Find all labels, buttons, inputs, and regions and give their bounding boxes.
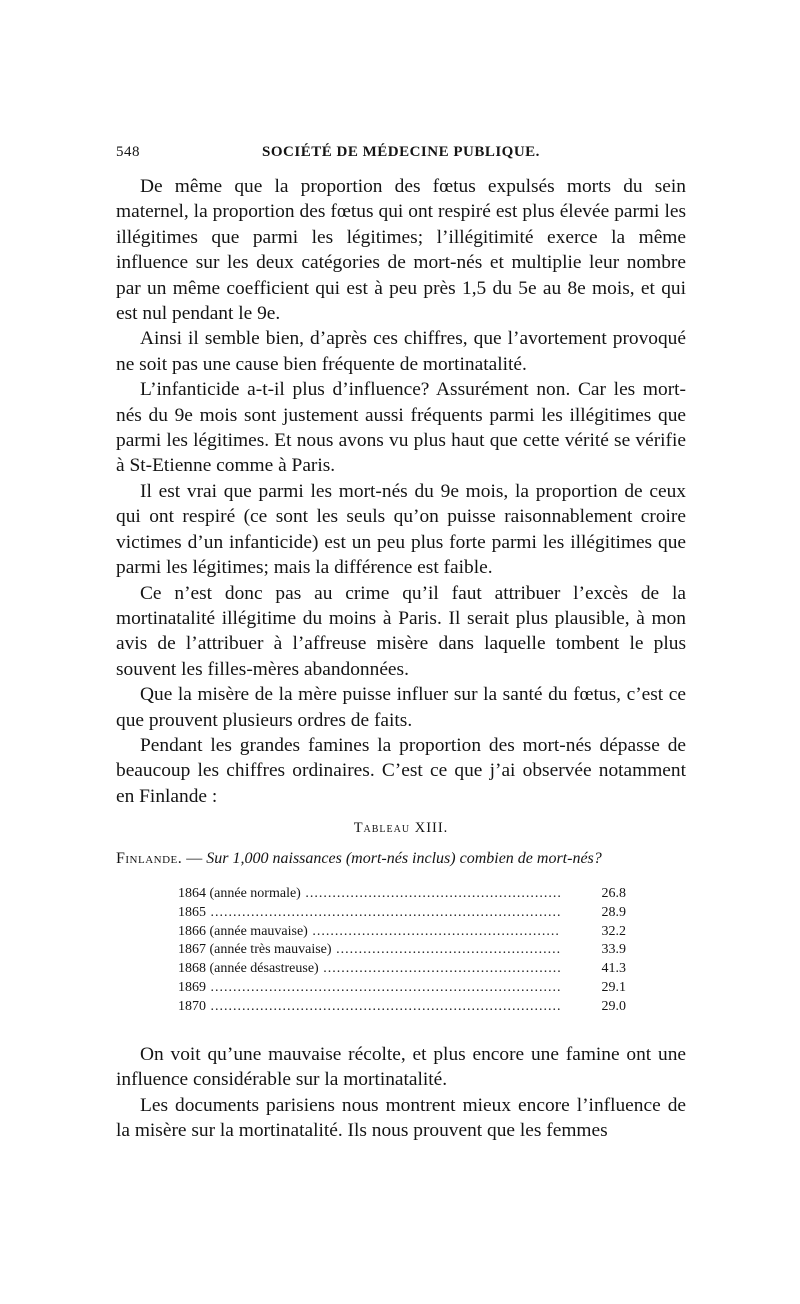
paragraph: Que la misère de la mère puisse influer sur la santé du fœtus, c’est ce que prouvent plusieurs ordres de faits. bbox=[116, 684, 686, 731]
row-label: 1864 (année normale) ..... bbox=[178, 886, 560, 902]
table-row bbox=[178, 961, 626, 980]
table-row bbox=[178, 886, 626, 905]
row-label: 1865 ..... bbox=[178, 905, 560, 921]
row-label: 1870 ..... bbox=[178, 999, 560, 1015]
row-value: 29.1 bbox=[601, 979, 626, 995]
page-number: 548 bbox=[116, 144, 140, 160]
running-header bbox=[116, 144, 686, 170]
paragraph: Ainsi il semble bien, d’après ces chiffres, que l’avortement provoqué ne soit pas une cause bien fréquente de mortinatalité. bbox=[116, 328, 686, 375]
table-row bbox=[178, 980, 626, 999]
running-title: SOCIÉTÉ DE MÉDECINE PUBLIQUE. bbox=[262, 144, 540, 160]
row-label: 1867 (année très mauvaise) ..... bbox=[178, 942, 560, 958]
table-row bbox=[178, 999, 626, 1018]
paragraph: Pendant les grandes famines la proportion des mort-nés dépasse de beaucoup les chiffres ordinaires. C’est ce que j’ai observée notamment en Finlande : bbox=[116, 734, 686, 807]
paragraph: L’infanticide a-t-il plus d’influence? Assurément non. Car les mort-nés du 9e mois sont justement aussi fréquents parmi les illégitimes que parmi les légitimes. Et nous avons vu plus haut que cette vérité se vérifie à St-Etienne comme à Paris. bbox=[116, 379, 686, 477]
paragraph: De même que la proportion des fœtus expulsés morts du sein maternel, la proportion des fœtus qui ont respiré est plus élevée parmi les illégitimes que parmi les légitimes; l’illégitimité exerce la même influence sur les deux catégories de mort-nés et multiplie leur nombre par un même coefficient qui est à peu près 1,5 du 5e au 8e mois, et qui est nul pendant le 9e. bbox=[116, 176, 686, 325]
row-label: 1869 ..... bbox=[178, 980, 560, 996]
row-value: 41.3 bbox=[601, 961, 626, 977]
table-caption-text: Sur 1,000 naissances (mort-nés inclus) combien de mort-nés? bbox=[206, 850, 602, 867]
paragraph: Les documents parisiens nous montrent mieux encore l’influence de la misère sur la mortinatalité. Ils nous prouvent que les femmes bbox=[116, 1094, 686, 1142]
table-caption bbox=[116, 850, 686, 868]
body-text-bottom bbox=[116, 1042, 686, 1144]
table-row bbox=[178, 924, 626, 943]
paragraph: Ce n’est donc pas au crime qu’il faut attribuer l’excès de la mortinatalité illégitime du moins à Paris. Il serait plus plausible, à mon avis de l’attribuer à l’affreuse misère dans laquelle tombent le plus souvent les filles-mères abandonnées. bbox=[116, 582, 686, 680]
body-text-top bbox=[116, 174, 686, 809]
table-title: Tableau XIII. bbox=[353, 820, 449, 836]
paragraph: On voit qu’une mauvaise récolte, et plus encore une famine ont une influence considérable sur la mortinatalité. bbox=[116, 1044, 686, 1091]
row-value: 33.9 bbox=[601, 942, 626, 958]
row-value: 32.2 bbox=[601, 923, 626, 939]
table-row bbox=[178, 942, 626, 961]
data-table bbox=[178, 886, 626, 1018]
row-value: 28.9 bbox=[601, 904, 626, 920]
table-row bbox=[178, 905, 626, 924]
paragraph: Il est vrai que parmi les mort-nés du 9e mois, la proportion de ceux qui ont respiré (ce sont les seuls qu’on puisse raisonnablement croire victimes d’un infanticide) est un peu plus forte parmi les illégitimes que parmi les légitimes; mais la différence est faible. bbox=[116, 480, 686, 579]
row-value: 29.0 bbox=[601, 998, 626, 1014]
row-label: 1866 (année mauvaise) ..... bbox=[178, 924, 560, 940]
table-caption-dash: — bbox=[182, 850, 207, 867]
row-label: 1868 (année désastreuse) ..... bbox=[178, 961, 560, 977]
row-value: 26.8 bbox=[601, 886, 626, 901]
table-caption-country: Finlande. bbox=[116, 850, 183, 867]
